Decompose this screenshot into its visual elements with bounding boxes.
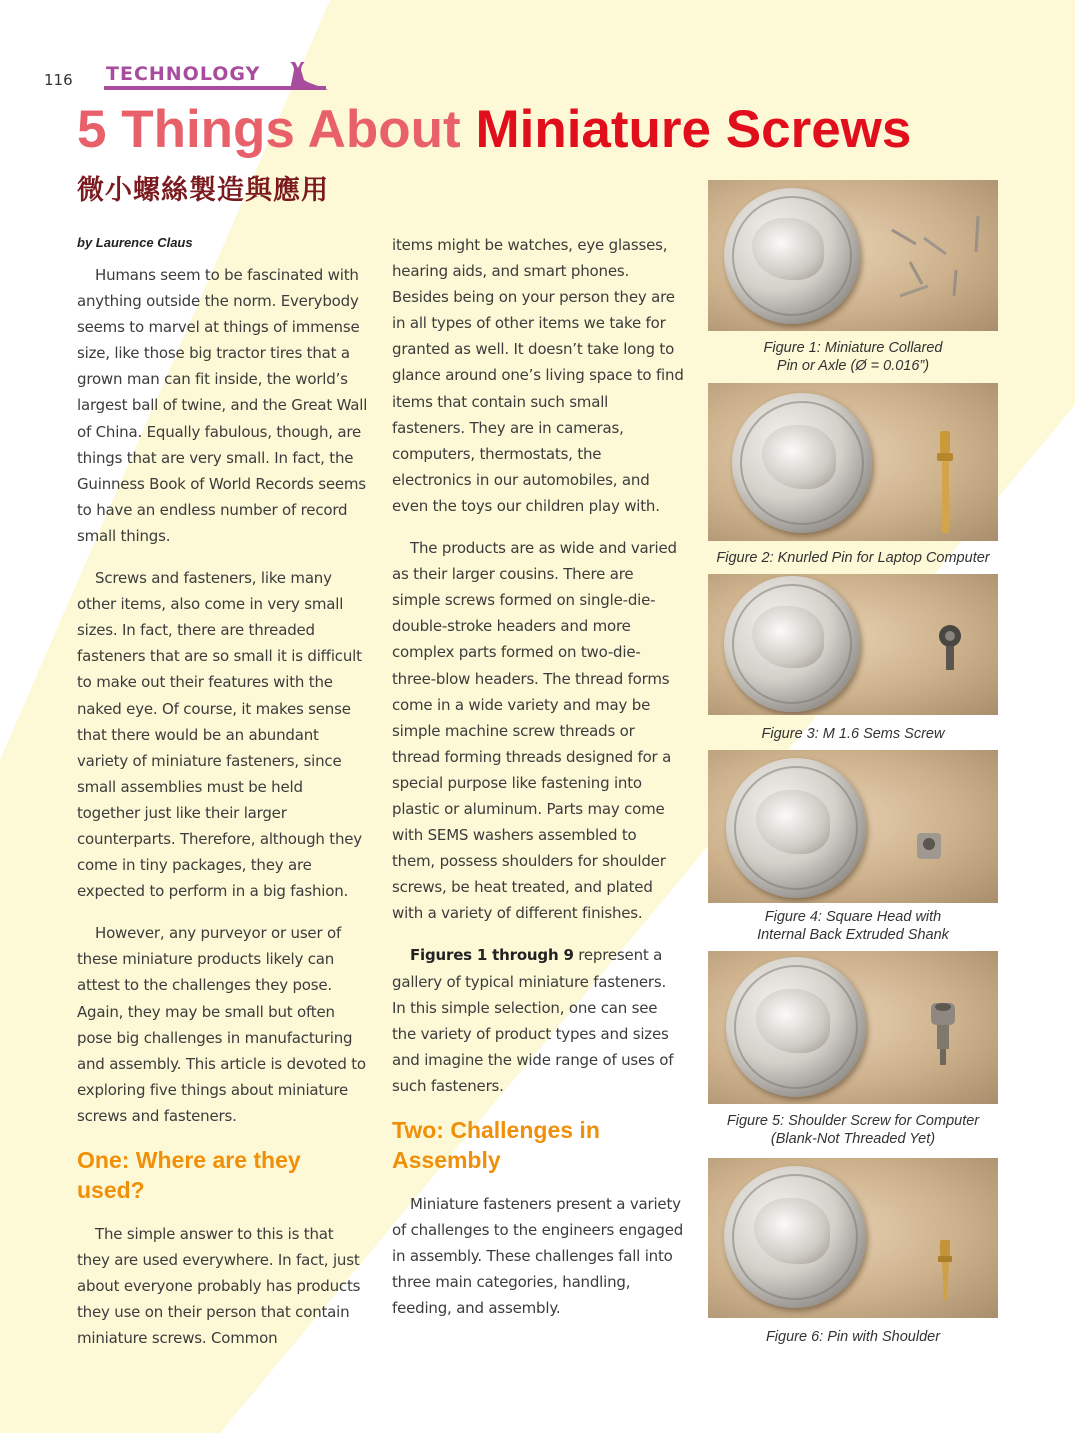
figure-3: [708, 574, 998, 743]
dime-coin-image: [726, 758, 866, 898]
caption-line: Pin or Axle (Ø = 0.016”): [776, 358, 930, 374]
figure-4: [708, 750, 998, 944]
figure-5-photo: [708, 951, 998, 1104]
pin-with-shoulder-image: [934, 1238, 956, 1304]
figure-reference: Figures 1 through 9: [410, 946, 574, 965]
figure-6-caption: [708, 1328, 998, 1346]
collared-pins-image: [888, 210, 998, 300]
figure-2-caption: [708, 549, 998, 567]
caption-line: Figure 1: Miniature Collared: [763, 340, 943, 356]
paragraph: Miniature fasteners present a variety of challenges to the engineers engaged in assembly. These challenges fall into three main categories, handling, feeding, and assembly.: [392, 1195, 684, 1318]
dime-coin-image: [724, 576, 860, 712]
sems-screw-image: [934, 624, 966, 674]
paragraph: The simple answer to this is that they are used everywhere. In fact, just about everyone probably has products they use on their person that contain miniature screws. Common: [77, 1225, 361, 1348]
figure-3-photo: [708, 574, 998, 715]
section-label: TECHNOLOGY: [106, 63, 261, 85]
figure-5-caption: [708, 1112, 998, 1148]
figure-1-caption: [708, 339, 998, 375]
figure-2: [708, 383, 998, 567]
caption-line: Figure 2: Knurled Pin for Laptop Computer: [716, 550, 990, 566]
section-heading-two: Two: Challenges in Assembly: [392, 1117, 600, 1173]
column-2: [392, 232, 684, 1337]
caption-line: Internal Back Extruded Shank: [757, 927, 949, 943]
figure-1: [708, 180, 998, 375]
title-part-2: Miniature Screws: [475, 100, 912, 159]
paragraph: items might be watches, eye glasses, hearing aids, and smart phones. Besides being on your person they are in all types of other items we take for granted as well. It doesn’t take long to glance around one’s living space to find items that contain such small fasteners. They are in cameras, computers, thermostats, the electronics in our automobiles, and even the toys our children play with.: [392, 236, 684, 515]
figure-5: [708, 951, 998, 1148]
figure-1-photo: [708, 180, 998, 331]
caption-line: Figure 5: Shoulder Screw for Computer: [726, 1113, 980, 1129]
chinese-title: 微小螺絲製造與應用: [77, 175, 329, 206]
paragraph: Humans seem to be fascinated with anything outside the norm. Everybody seems to marvel at things of immense size, like those big tractor tires that a grown man can fit inside, the world’s largest ball of twine, and the Great Wall of China. Equally fabulous, though, are things that are very small. In fact, the Guinness Book of World Records seems to have an endless number of record small things.: [77, 266, 368, 545]
caption-line: (Blank-Not Threaded Yet): [770, 1131, 936, 1147]
figure-4-photo: [708, 750, 998, 903]
caption-line: Figure 6: Pin with Shoulder: [765, 1329, 941, 1345]
caption-line: Figure 3: M 1.6 Sems Screw: [761, 726, 945, 742]
square-head-part-image: [914, 830, 944, 864]
caption-line: Figure 4: Square Head with: [764, 909, 942, 925]
figure-4-caption: [708, 908, 998, 944]
paragraph: [392, 942, 684, 1099]
paragraph: However, any purveyor or user of these miniature products likely can attest to the challenges they pose. Again, they may be small but often pose big challenges in manufacturing and assembly. This article is devoted to exploring five things about miniature screws and fasteners.: [77, 924, 366, 1125]
paragraph-text: represent a gallery of typical miniature fasteners. In this simple selection, one can see the variety of product types and sizes and imagine the wide range of uses of such fasteners.: [392, 946, 674, 1095]
title-part-1: 5 Things About: [77, 100, 461, 159]
figure-6-photo: [708, 1158, 998, 1318]
dime-coin-image: [724, 1166, 866, 1308]
article-title: [77, 100, 911, 160]
figure-2-photo: [708, 383, 998, 541]
dime-coin-image: [732, 393, 872, 533]
figure-6: [708, 1158, 998, 1346]
figure-3-caption: [708, 725, 998, 743]
paragraph: The products are as wide and varied as their larger cousins. There are simple screws formed on single-die-double-stroke headers and more complex parts formed on two-die-three-blow headers. The thread forms come in a wide variety and may be simple machine screw threads or thread forming threads designed for a special purpose like fastening into plastic or aluminum. Parts may come with SEMS washers assembled to them, possess shoulders for shoulder screws, be heat treated, and plated with a variety of different finishes.: [392, 539, 677, 923]
knurled-pin-image: [934, 427, 958, 537]
shoulder-screw-image: [928, 999, 958, 1071]
page-number: 116: [44, 71, 73, 89]
column-1: [77, 262, 369, 1367]
paragraph: Screws and fasteners, like many other items, also come in very small sizes. In fact, there are threaded fasteners that are so small it is difficult to make out their features with the naked eye. Of course, it makes sense that there would be an abundant variety of miniature fasteners, since small assemblies must be held together just like their larger counterparts. Therefore, although they come in tiny packages, they are expected to perform in a big fashion.: [77, 569, 362, 901]
section-heading-one: One: Where are they used?: [77, 1147, 301, 1203]
dime-coin-image: [726, 957, 866, 1097]
byline: by Laurence Claus: [77, 235, 193, 250]
dime-coin-image: [724, 188, 860, 324]
